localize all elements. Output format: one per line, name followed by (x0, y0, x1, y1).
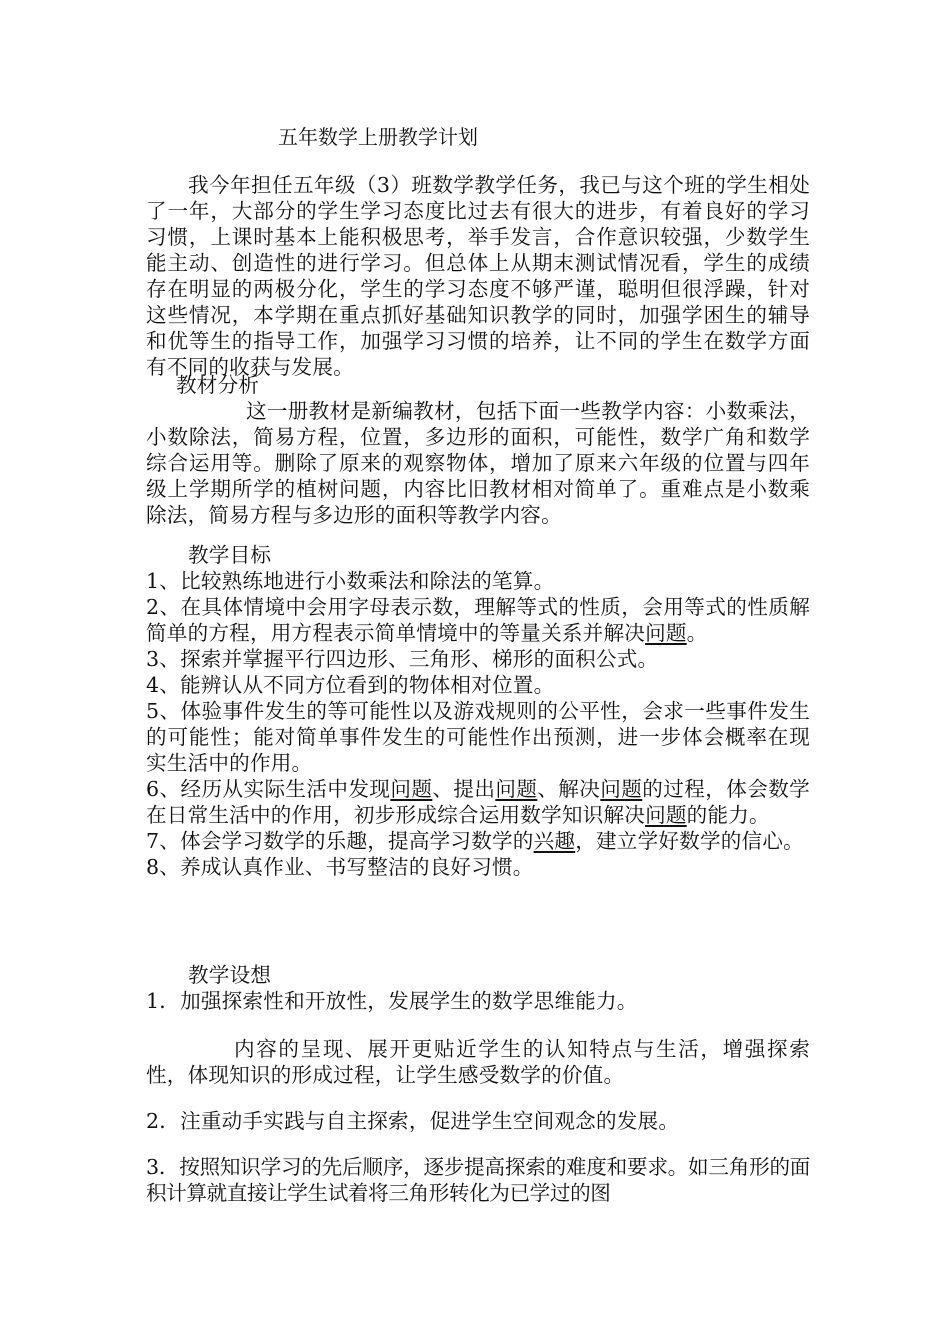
ideas-heading-block (146, 962, 810, 1014)
document-title: 五年数学上册教学计划 (278, 125, 478, 149)
goals-section (146, 542, 810, 880)
idea-3-block (146, 1154, 810, 1206)
ideas-heading: 教学设想 (188, 963, 272, 987)
materials-heading: 教材分析 (176, 373, 260, 397)
idea-3: 3．按照知识学习的先后顺序，逐步提高探索的难度和要求。如三角形的面积计算就直接让学生试着将三角形转化为已学过的图 (146, 1155, 810, 1205)
idea-2: 2．注重动手实践与自主探索，促进学生空间观念的发展。 (146, 1109, 680, 1133)
goal-1: 1、比较熟练地进行小数乘法和除法的笔算。 (146, 569, 555, 593)
goals-heading: 教学目标 (188, 543, 272, 567)
goal-5: 5、体验事件发生的等可能性以及游戏规则的公平性，会求一些事件发生的可能性；能对简单事件发生的可能性作出预测，进一步体会概率在现实生活中的作用。 (146, 699, 810, 775)
underlined-term: 问题 (600, 777, 643, 801)
underlined-term: 问题 (495, 777, 538, 801)
goal-2: 2、在具体情境中会用字母表示数，理解等式的性质，会用等式的性质解简单的方程，用方程表示简单情境中的等量关系并解决问题。 (146, 595, 810, 645)
idea-1: 1．加强探索性和开放性，发展学生的数学思维能力。 (146, 989, 638, 1013)
idea-1-text-block (146, 1036, 810, 1088)
materials-section (146, 372, 810, 528)
idea-2-block (146, 1108, 810, 1134)
intro-paragraph (146, 172, 810, 380)
goal-7: 7、体会学习数学的乐趣，提高学习数学的兴趣，建立学好数学的信心。 (146, 829, 804, 853)
intro-text: 我今年担任五年级（3）班数学教学任务，我已与这个班的学生相处了一年，大部分的学生学习态度比过去有很大的进步，有着良好的学习习惯，上课时基本上能积极思考，举手发言，合作意识较强，少数学生能主动、创造性的进行学习。但总体上从期末测试情况看，学生的成绩存在明显的两极分化，学生的学习态度不够严谨，聪明但很浮躁，针对这些情况，本学期在重点抓好基础知识教学的同时，加强学困生的辅导和优等生的指导工作，加强学习习惯的培养，让不同的学生在数学方面有不同的收获与发展。 (146, 173, 810, 379)
underlined-term: 问题 (390, 777, 433, 801)
underlined-term: 问题 (645, 621, 687, 645)
idea-1-text: 内容的呈现、展开更贴近学生的认知特点与生活，增强探索性，体现知识的形成过程，让学生感受数学的价值。 (146, 1037, 810, 1087)
goal-6: 6、经历从实际生活中发现问题、提出问题、解决问题的过程，体会数学在日常生活中的作用，初步形成综合运用数学知识解决问题的能力。 (146, 777, 810, 827)
materials-text: 这一册教材是新编教材，包括下面一些教学内容：小数乘法，小数除法，简易方程，位置，多边形的面积，可能性，数学广角和数学综合运用等。删除了原来的观察物体，增加了原来六年级的位置与四年级上学期所学的植树问题，内容比旧教材相对简单了。重难点是小数乘除法，简易方程与多边形的面积等教学内容。 (146, 399, 810, 527)
goal-3: 3、探索并掌握平行四边形、三角形、梯形的面积公式。 (146, 647, 659, 671)
underlined-term: 兴趣 (533, 829, 576, 853)
goal-8: 8、养成认真作业、书写整洁的良好习惯。 (146, 855, 534, 879)
goal-4: 4、能辨认从不同方位看到的物体相对位置。 (146, 673, 555, 697)
underlined-term: 问题 (645, 803, 687, 827)
